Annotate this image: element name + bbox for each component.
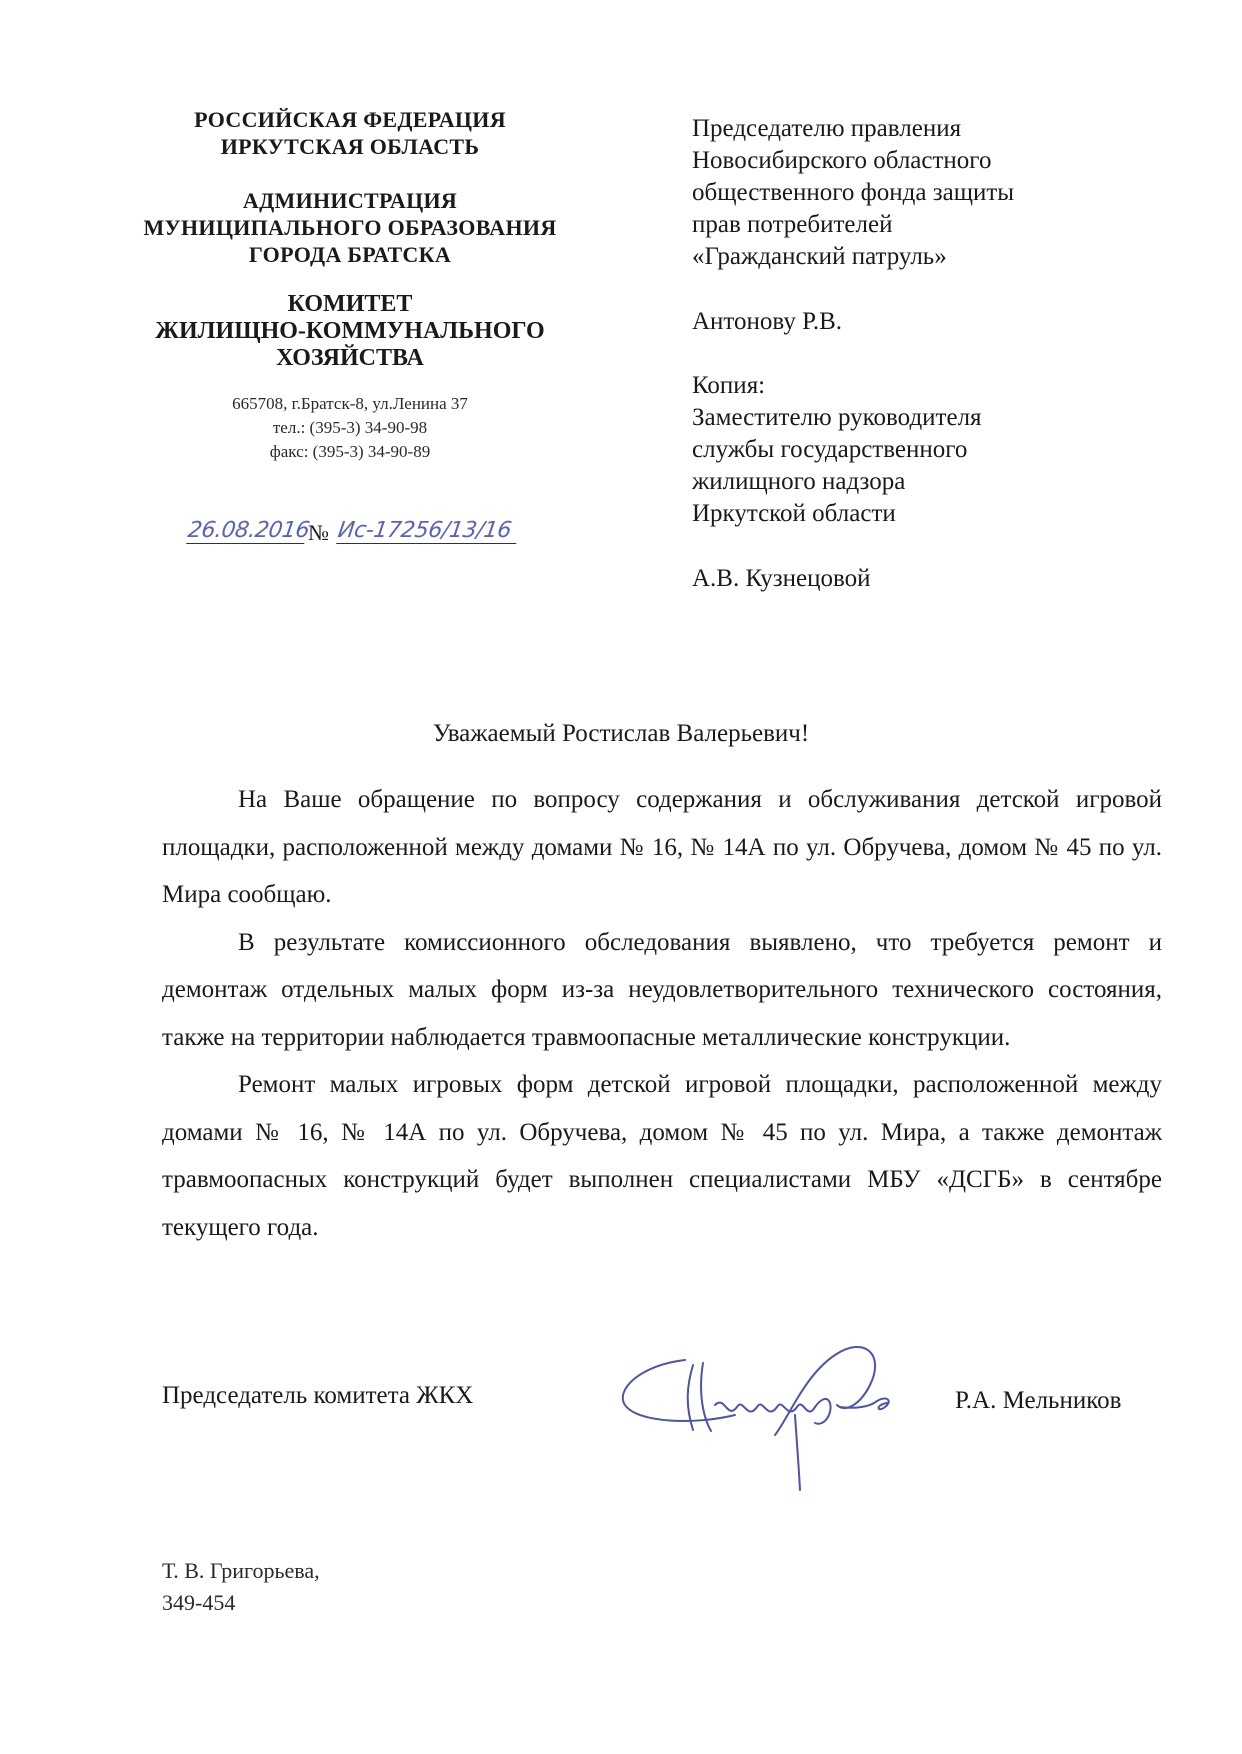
letterhead-committee-line2: ЖИЛИЩНО-КОММУНАЛЬНОГО: [155, 318, 545, 344]
copy-label: Копия:: [692, 372, 766, 399]
addressee-line3: общественного фонда защиты: [692, 179, 1015, 206]
letterhead-committee-line1: КОМИТЕТ: [287, 291, 413, 317]
addressee-line1: Председателю правления: [692, 115, 962, 142]
copy-name: А.В. Кузнецовой: [692, 565, 871, 592]
greeting: Уважаемый Ростислав Валерьевич!: [432, 720, 810, 747]
registration-date: 26.08.2016: [186, 518, 311, 543]
addressee-line4: прав потребителей: [692, 211, 893, 238]
letterhead-country: РОССИЙСКАЯ ФЕДЕРАЦИЯ: [194, 107, 506, 132]
letterhead-fax: факс: (395-3) 34-90-89: [269, 442, 431, 461]
letterhead-phone: тел.: (395-3) 34-90-98: [272, 418, 428, 437]
copy-line4: Иркутской области: [692, 500, 896, 527]
registration-number-sign: №: [308, 520, 329, 545]
copy-line1: Заместителю руководителя: [692, 404, 982, 431]
signatory-name: Р.А. Мельников: [955, 1387, 1122, 1414]
registration-line: [188, 516, 528, 550]
handwritten-signature-icon: [615, 1335, 945, 1495]
addressee-name: Антонову Р.В.: [692, 308, 843, 335]
letterhead-admin-line3: ГОРОДА БРАТСКА: [248, 242, 452, 267]
letterhead-region: ИРКУТСКАЯ ОБЛАСТЬ: [220, 134, 480, 159]
executor-phone: 349-454: [162, 1590, 236, 1615]
executor-block: [162, 1555, 320, 1619]
signatory-title: Председатель комитета ЖКХ: [162, 1382, 474, 1409]
addressee-line5: «Гражданский патруль»: [692, 243, 947, 270]
letterhead-address: 665708, г.Братск-8, ул.Ленина 37: [232, 394, 468, 413]
copy-line3: жилищного надзора: [692, 468, 906, 495]
letterhead-admin-line2: МУНИЦИПАЛЬНОГО ОБРАЗОВАНИЯ: [143, 215, 557, 240]
letterhead-admin-line1: АДМИНИСТРАЦИЯ: [242, 188, 458, 213]
registration-number: Ис-17256/13/16: [336, 518, 520, 544]
body-paragraph-1: На Ваше обращение по вопросу содержания и обслуживания детской игровой площадки, расположенной между домами № 16, № 14А по ул. Обручева, домом № 45 по ул. Мира сообщаю.: [162, 786, 1162, 908]
letterhead-committee-line3: ХОЗЯЙСТВА: [276, 345, 424, 371]
body-paragraph-3: Ремонт малых игровых форм детской игровой площадки, расположенной между домами № 16, № 14А по ул. Обручева, домом № 45 по ул. Мира, а также демонтаж травмоопасных конструкций будет выполнен специалистами МБУ «ДСГБ» в сентябре текущего года.: [162, 1071, 1162, 1241]
body-paragraph-2: В результате комиссионного обследования выявлено, что требуется ремонт и демонтаж отдельных малых форм из-за неудовлетворительного технического состояния, также на территории наблюдается травмоопасные металлические конструкции.: [162, 928, 1162, 1051]
addressee-line2: Новосибирского областного: [692, 147, 992, 174]
letterhead: [130, 106, 570, 464]
addressee-block: [692, 113, 1172, 595]
letter-body: [162, 776, 1162, 1251]
copy-line2: службы государственного: [692, 436, 968, 463]
executor-name: Т. В. Григорьева,: [162, 1558, 320, 1583]
